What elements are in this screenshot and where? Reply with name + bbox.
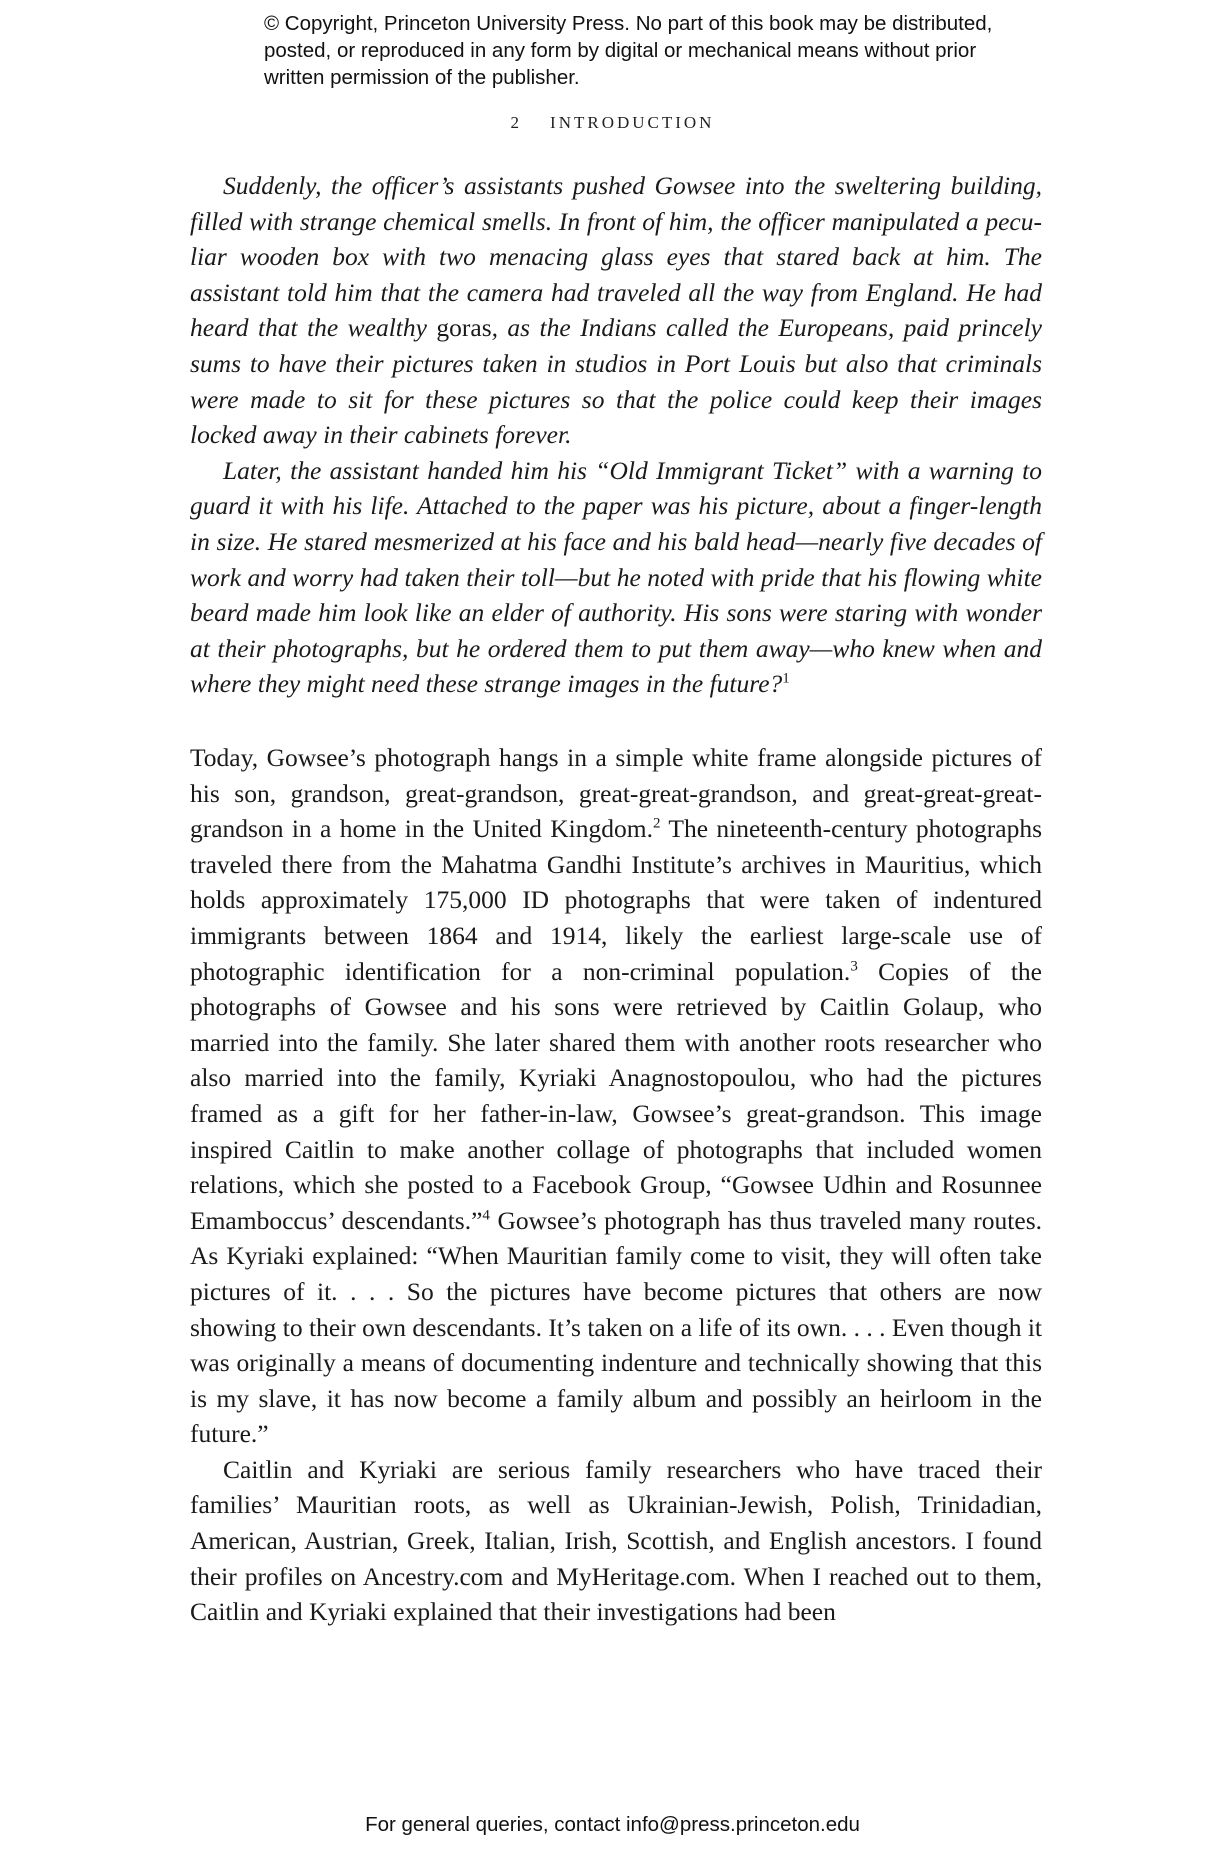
body-paragraph-2 <box>190 1452 1042 1630</box>
narrative-text: Suddenly, the officer’s assistants pushed Gowsee into the sweltering building, filled with strange chemical smells. In front of him, the officer manipulated a peculiar wooden box with two menacing glass eyes that stared back at him. The assistant told him that the camera had traveled all the way from England. He had heard that the wealthy <box>190 171 1042 343</box>
section-title: INTRODUCTION <box>550 113 715 132</box>
body-text <box>190 740 1042 1630</box>
narrative-paragraph-2 <box>190 453 1042 702</box>
footnote-ref-2: 2 <box>652 815 661 832</box>
body-paragraph-1 <box>190 740 1042 1452</box>
narrative-text: , as the Indians called the Europeans, paid princely sums to have their pictures taken in studios in Port Louis but also that criminals were made to sit for these pictures so that the police could keep their images locked away in their cabinets forever. <box>190 313 1042 450</box>
footnote-ref-3: 3 <box>850 958 858 975</box>
body-text-run: Gowsee’s photograph has thus traveled many routes. As Kyriaki explained: “When Mauritian family come to visit, they will often take pictures of it. . . . So the pictures have become pictures that others are now showing to their own descendants. It’s taken on a life of its own. . . . Even though it was originally a means of documenting indenture and technically showing that this is my slave, it has now become a family album and possibly an heirloom in the future.” <box>190 1205 1042 1449</box>
copyright-notice: © Copyright, Princeton University Press. No part of this book may be distributed, posted, or reproduced in any form by digital or mechanical means without prior written permission of the publisher. <box>264 12 993 89</box>
page-number: 2 <box>510 113 523 132</box>
narrative-passage <box>190 168 1042 702</box>
body-text-run: Caitlin and Kyriaki are serious family researchers who have traced their families’ Mauritian roots, as well as Ukrainian-Jewish, Polish, Trinidadian, American, Austrian, Greek, Italian, Irish, Scottish, and English ancestors. I found their profiles on Ancestry.com and MyHeritage.com. When I reached out to them, Caitlin and Kyriaki explained that their investigations had been <box>190 1454 1042 1627</box>
running-head <box>0 113 1225 133</box>
narrative-text: Later, the assistant handed him his “Old Immigrant Ticket” with a warning to guard it with his life. Attached to the paper was his picture, about a finger-length in size. He stared mesmerized at his face and his bald head—nearly five decades of work and worry had taken their toll—but he noted with pride that his flowing white beard made him look like an elder of authority. His sons were staring with wonder at their photographs, but he ordered them to put them away—who knew when and where they might need these strange images in the future? <box>190 455 1042 699</box>
body-text-run: Copies of the photographs of Gowsee and his sons were retrieved by Caitlin Golaup, who married into the family. She later shared them with another roots researcher who also married into the family, Kyriaki Anagnostopoulou, who had the pictures framed as a gift for her father-in-law, Gowsee’s great-grandson. This image inspired Caitlin to make another collage of photographs that included women relations, which she posted to a Facebook Group, “Gowsee Udhin and Rosunnee Emamboccus’ descendants.” <box>190 956 1042 1235</box>
footer-contact: For general queries, contact info@press.princeton.edu <box>365 1813 860 1836</box>
narrative-paragraph-1 <box>190 168 1042 453</box>
body-text-run: Today, Gowsee’s photograph hangs in a simple white frame alongside pictures of his son, grandson, great-grandson, great-great-grandson, and great-great-great-grandson in a home in the United Kingdom. <box>190 743 1042 844</box>
footnote-ref-4: 4 <box>482 1207 490 1224</box>
body-text-run: The nineteenth-century photographs traveled there from the Mahatma Gandhi Institute’s archives in Mauritius, which holds approximately 175,000 ID photographs that were taken of indentured immigrants between 1864 and 1914, likely the earliest large-scale use of photographic identification for a non-criminal population. <box>190 814 1043 986</box>
term-goras: goras <box>436 313 492 343</box>
footnote-ref-1: 1 <box>782 670 790 687</box>
